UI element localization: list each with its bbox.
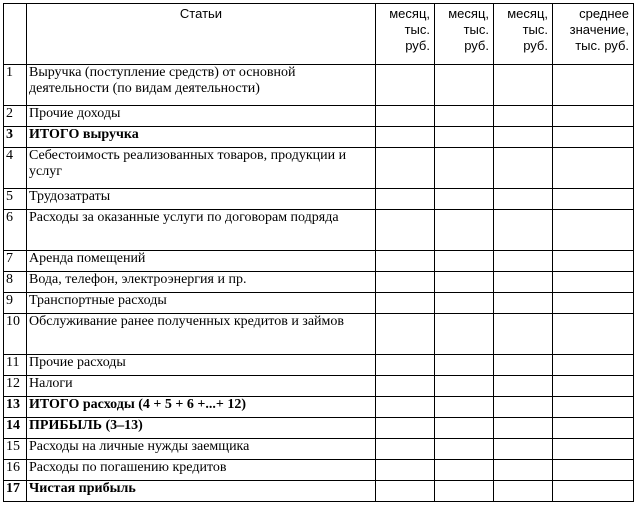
header-item: Статьи	[27, 4, 376, 65]
row-number: 8	[4, 272, 27, 293]
value-month-1[interactable]	[376, 460, 435, 481]
value-month-2[interactable]	[435, 314, 494, 355]
value-month-3[interactable]	[494, 314, 553, 355]
row-label: Транспортные расходы	[27, 293, 376, 314]
table-row	[4, 65, 634, 106]
value-month-3[interactable]	[494, 272, 553, 293]
value-month-2[interactable]	[435, 106, 494, 127]
value-average[interactable]	[553, 127, 634, 148]
value-month-2[interactable]	[435, 293, 494, 314]
table-row	[4, 418, 634, 439]
value-month-3[interactable]	[494, 210, 553, 251]
table-row	[4, 272, 634, 293]
row-label: Вода, телефон, электроэнергия и пр.	[27, 272, 376, 293]
value-month-2[interactable]	[435, 418, 494, 439]
value-month-2[interactable]	[435, 65, 494, 106]
row-label: Налоги	[27, 376, 376, 397]
row-label: Прочие расходы	[27, 355, 376, 376]
row-label: Аренда помещений	[27, 251, 376, 272]
value-month-3[interactable]	[494, 460, 553, 481]
value-average[interactable]	[553, 397, 634, 418]
value-average[interactable]	[553, 189, 634, 210]
value-month-1[interactable]	[376, 272, 435, 293]
value-average[interactable]	[553, 481, 634, 502]
row-label: Расходы по погашению кредитов	[27, 460, 376, 481]
row-number: 13	[4, 397, 27, 418]
value-month-3[interactable]	[494, 148, 553, 189]
table-row	[4, 293, 634, 314]
row-number: 4	[4, 148, 27, 189]
table-row	[4, 355, 634, 376]
value-month-2[interactable]	[435, 272, 494, 293]
value-month-1[interactable]	[376, 293, 435, 314]
value-month-3[interactable]	[494, 251, 553, 272]
header-num	[4, 4, 27, 65]
row-label: Обслуживание ранее полученных кредитов и займов	[27, 314, 376, 355]
row-number: 5	[4, 189, 27, 210]
value-month-2[interactable]	[435, 376, 494, 397]
value-month-1[interactable]	[376, 106, 435, 127]
value-average[interactable]	[553, 148, 634, 189]
row-number: 14	[4, 418, 27, 439]
header-average: среднее значение, тыс. руб.	[553, 4, 634, 65]
value-month-1[interactable]	[376, 210, 435, 251]
value-month-3[interactable]	[494, 65, 553, 106]
header-row	[4, 4, 634, 65]
value-average[interactable]	[553, 460, 634, 481]
value-average[interactable]	[553, 293, 634, 314]
value-average[interactable]	[553, 418, 634, 439]
value-month-2[interactable]	[435, 355, 494, 376]
header-period-3: месяц, тыс. руб.	[494, 4, 553, 65]
row-label: Расходы за оказанные услуги по договорам подряда	[27, 210, 376, 251]
row-label: ИТОГО расходы (4 + 5 + 6 +...+ 12)	[27, 397, 376, 418]
value-average[interactable]	[553, 314, 634, 355]
table-row	[4, 439, 634, 460]
value-average[interactable]	[553, 272, 634, 293]
value-average[interactable]	[553, 355, 634, 376]
value-month-1[interactable]	[376, 189, 435, 210]
row-number: 2	[4, 106, 27, 127]
row-number: 6	[4, 210, 27, 251]
value-month-2[interactable]	[435, 397, 494, 418]
value-month-3[interactable]	[494, 127, 553, 148]
value-month-2[interactable]	[435, 189, 494, 210]
value-month-2[interactable]	[435, 127, 494, 148]
value-month-2[interactable]	[435, 148, 494, 189]
row-number: 15	[4, 439, 27, 460]
table-row	[4, 314, 634, 355]
value-month-1[interactable]	[376, 355, 435, 376]
row-number: 16	[4, 460, 27, 481]
value-average[interactable]	[553, 210, 634, 251]
value-month-1[interactable]	[376, 127, 435, 148]
value-month-1[interactable]	[376, 65, 435, 106]
row-number: 10	[4, 314, 27, 355]
table-body	[4, 65, 634, 502]
header-period-2: месяц, тыс. руб.	[435, 4, 494, 65]
value-month-3[interactable]	[494, 355, 553, 376]
value-month-2[interactable]	[435, 210, 494, 251]
value-month-1[interactable]	[376, 376, 435, 397]
value-average[interactable]	[553, 439, 634, 460]
row-label: Выручка (поступление средств) от основной деятельности (по видам деятельности)	[27, 65, 376, 106]
value-month-3[interactable]	[494, 106, 553, 127]
table-row	[4, 148, 634, 189]
row-label: ПРИБЫЛЬ (3–13)	[27, 418, 376, 439]
table-row	[4, 397, 634, 418]
value-average[interactable]	[553, 65, 634, 106]
row-number: 7	[4, 251, 27, 272]
table-row	[4, 251, 634, 272]
value-month-1[interactable]	[376, 418, 435, 439]
row-number: 11	[4, 355, 27, 376]
table-row	[4, 106, 634, 127]
value-average[interactable]	[553, 251, 634, 272]
value-month-3[interactable]	[494, 189, 553, 210]
value-month-2[interactable]	[435, 439, 494, 460]
value-month-1[interactable]	[376, 251, 435, 272]
value-average[interactable]	[553, 106, 634, 127]
value-average[interactable]	[553, 376, 634, 397]
row-label: Себестоимость реализованных товаров, продукции и услуг	[27, 148, 376, 189]
row-number: 1	[4, 65, 27, 106]
value-month-3[interactable]	[494, 293, 553, 314]
value-month-3[interactable]	[494, 418, 553, 439]
value-month-1[interactable]	[376, 397, 435, 418]
value-month-2[interactable]	[435, 481, 494, 502]
row-number: 9	[4, 293, 27, 314]
value-month-2[interactable]	[435, 460, 494, 481]
value-month-3[interactable]	[494, 481, 553, 502]
value-month-1[interactable]	[376, 148, 435, 189]
table-row	[4, 460, 634, 481]
financial-report-table	[3, 3, 634, 502]
value-month-1[interactable]	[376, 314, 435, 355]
header-period-1: месяц, тыс. руб.	[376, 4, 435, 65]
row-label: Прочие доходы	[27, 106, 376, 127]
table-row	[4, 127, 634, 148]
row-number: 12	[4, 376, 27, 397]
value-month-1[interactable]	[376, 481, 435, 502]
value-month-2[interactable]	[435, 251, 494, 272]
row-number: 3	[4, 127, 27, 148]
table-row	[4, 210, 634, 251]
row-label: ИТОГО выручка	[27, 127, 376, 148]
row-label: Расходы на личные нужды заемщика	[27, 439, 376, 460]
table-row	[4, 376, 634, 397]
table-row	[4, 189, 634, 210]
row-number: 17	[4, 481, 27, 502]
table-row	[4, 481, 634, 502]
value-month-3[interactable]	[494, 439, 553, 460]
value-month-1[interactable]	[376, 439, 435, 460]
value-month-3[interactable]	[494, 376, 553, 397]
row-label: Трудозатраты	[27, 189, 376, 210]
row-label: Чистая прибыль	[27, 481, 376, 502]
value-month-3[interactable]	[494, 397, 553, 418]
